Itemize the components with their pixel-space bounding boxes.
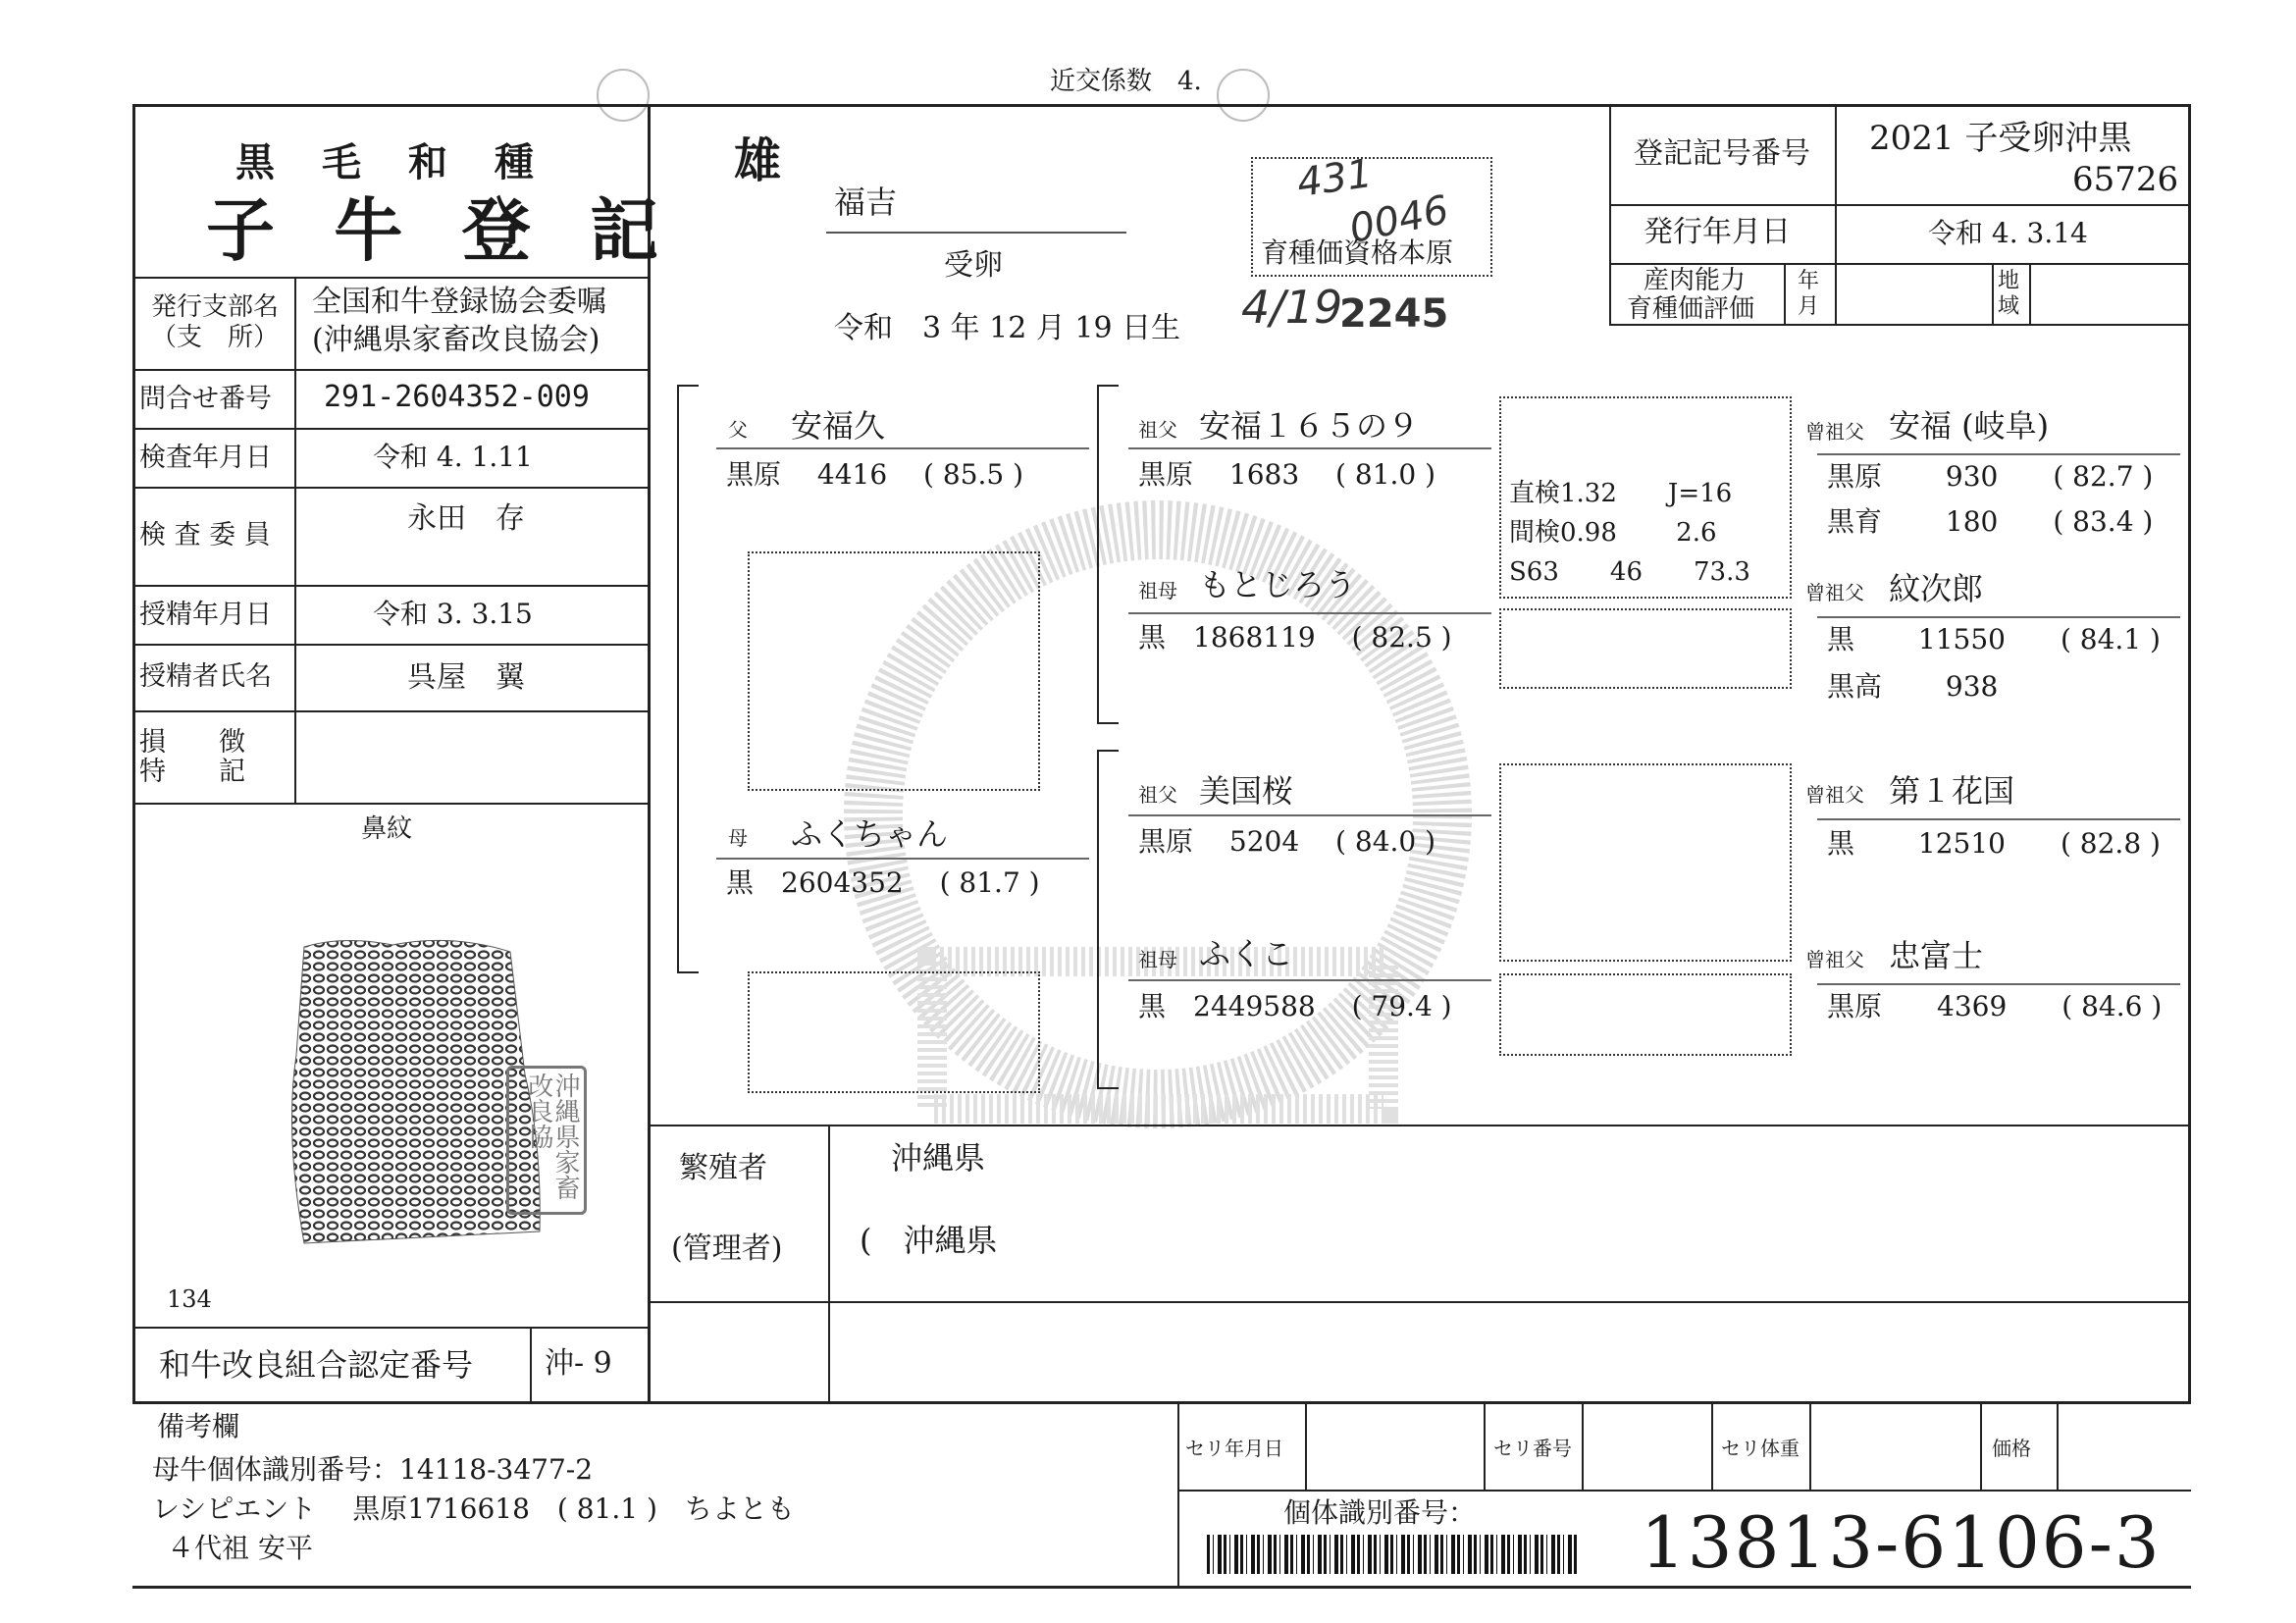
grandsire-2-box	[1499, 763, 1792, 962]
great-grandsire-3-reg-1: 黒 12510 ( 82.8 )	[1827, 827, 2161, 860]
stamp-number: 2245	[1339, 291, 1449, 337]
breeding-method: 受卵	[944, 248, 1003, 283]
branch-value: 全国和牛登録協会委嘱 (沖縄県家畜改良協会)	[312, 285, 606, 357]
great-grandsire-1-reg-2: 黒育 180 ( 83.4 )	[1827, 505, 2154, 538]
sex: 雄	[734, 133, 782, 188]
registration-label: 登記記号番号	[1634, 136, 1810, 171]
great-grandsire-4-role: 曾祖父	[1805, 948, 1864, 971]
breeder-value: 沖縄県	[891, 1139, 986, 1177]
notes-title: 備考欄	[157, 1410, 240, 1442]
great-grandsire-1-name: 安福 (岐阜)	[1889, 407, 2050, 445]
year-month-label: 年 月	[1798, 269, 1820, 320]
qualification-label: 育種価資格本原	[1261, 236, 1454, 269]
id-number-value: 13813-6106-3	[1641, 1501, 2162, 1584]
great-grandsire-2-name: 紋次郎	[1889, 570, 1984, 607]
inspection-date-value: 令和 4. 1.11	[373, 441, 533, 473]
nose-print-number: 134	[167, 1285, 212, 1313]
region-label: 地 域	[1998, 269, 2020, 320]
test-line-3: S63 46 73.3	[1509, 557, 1750, 587]
auction-date-label: セリ年月日	[1185, 1437, 1283, 1460]
issue-date-label: 発行年月日	[1644, 215, 1791, 249]
inseminator-value: 呉屋 翼	[407, 660, 525, 695]
granddam-2-name: ふくこ	[1199, 935, 1294, 972]
nose-print-label: 鼻紋	[361, 814, 413, 844]
calf-name: 福吉	[834, 183, 898, 221]
punch-hole	[597, 69, 650, 122]
notes-line-1: 母牛個体識別番号：14118-3477-2	[152, 1453, 594, 1486]
granddam-2-role: 祖母	[1138, 948, 1177, 971]
great-grandsire-1-role: 曾祖父	[1805, 420, 1864, 444]
great-grandsire-4-name: 忠富士	[1889, 937, 1984, 974]
handwritten-date: 4/19	[1241, 281, 1343, 334]
great-grandsire-3-role: 曾祖父	[1805, 783, 1864, 807]
grandsire-1-registration: 黒原 1683 ( 81.0 )	[1138, 458, 1436, 491]
mother-name: ふくちゃん	[791, 815, 949, 853]
insemination-date-value: 令和 3. 3.15	[373, 598, 533, 630]
barcode	[1207, 1535, 1580, 1574]
inspector-label: 検 査 委 員	[139, 520, 271, 550]
certification-value: 沖- 9	[545, 1346, 612, 1381]
grandsire-1-role: 祖父	[1138, 418, 1177, 442]
father-registration: 黒原 4416 ( 85.5 )	[726, 458, 1024, 491]
great-grandsire-1-reg-1: 黒原 930 ( 82.7 )	[1827, 460, 2154, 493]
great-grandsire-3-name: 第１花国	[1889, 772, 2015, 810]
breed-title: 黒 毛 和 種	[235, 139, 538, 185]
great-grandsire-2-reg-1: 黒 11550 ( 84.1 )	[1827, 623, 2161, 655]
manager-value: ( 沖縄県	[860, 1222, 998, 1259]
association-seal	[506, 1066, 587, 1215]
inseminator-label: 授精者氏名	[139, 661, 272, 692]
doc-title: 子 牛 登 記	[206, 189, 677, 271]
great-grandsire-2-reg-2: 黒高 938	[1827, 670, 1999, 703]
mother-photo-box	[748, 971, 1040, 1093]
inspection-date-label: 検査年月日	[139, 443, 272, 473]
granddam-1-registration: 黒 1868119 ( 82.5 )	[1138, 621, 1452, 654]
inquiry-label: 問合せ番号	[139, 384, 272, 414]
granddam-1-box	[1499, 608, 1792, 689]
notes-line-3: ４代祖 安平	[167, 1532, 313, 1564]
handwritten-code-2: 0046	[1345, 186, 1453, 253]
mother-registration: 黒 2604352 ( 81.7 )	[726, 866, 1040, 899]
price-label: 価格	[1992, 1437, 2031, 1460]
test-line-1: 直検1.32 J=16	[1509, 479, 1733, 508]
granddam-1-name: もとじろう	[1199, 566, 1357, 603]
inbreeding-coefficient: 近交係数 4.	[1050, 67, 1202, 96]
insemination-date-label: 授精年月日	[139, 600, 272, 630]
father-name: 安福久	[791, 407, 886, 445]
inspector-value: 永田 存	[407, 501, 525, 536]
inquiry-value: 291-2604352-009	[324, 380, 590, 414]
breeder-label: 繁殖者	[679, 1151, 767, 1185]
granddam-2-registration: 黒 2449588 ( 79.4 )	[1138, 990, 1452, 1022]
birth-date: 令和 3 年 12 月 19 日生	[834, 311, 1181, 345]
grandsire-1-name: 安福１６５の９	[1199, 407, 1420, 445]
registration-value-1: 2021 子受卵沖黒	[1869, 119, 2132, 158]
father-photo-box	[748, 551, 1040, 791]
test-line-2: 間検0.98 2.6	[1509, 518, 1717, 548]
id-number-label: 個体識別番号：	[1283, 1496, 1477, 1529]
granddam-2-box	[1499, 973, 1792, 1056]
father-role: 父	[728, 418, 748, 442]
notes-line-2: レシピエント 黒原1716618 ( 81.1 ) ちよとも	[152, 1492, 795, 1525]
branch-label: 発行支部名 （支 所）	[150, 292, 279, 353]
breeding-value-label: 育種価評価	[1627, 294, 1755, 324]
registration-value-2: 65726	[2072, 160, 2179, 199]
grandsire-2-name: 美国桜	[1199, 772, 1294, 810]
seal-text: 沖縄県家畜改良協	[523, 1073, 580, 1200]
mother-role: 母	[728, 826, 748, 850]
auction-number-label: セリ番号	[1493, 1437, 1572, 1460]
auction-weight-label: セリ体重	[1721, 1437, 1800, 1460]
grandsire-2-role: 祖父	[1138, 783, 1177, 807]
meat-ability-label: 産肉能力	[1644, 266, 1747, 295]
issue-date-value: 令和 4. 3.14	[1928, 217, 2088, 249]
certification-label: 和牛改良組合認定番号	[159, 1346, 474, 1384]
granddam-1-role: 祖母	[1138, 579, 1177, 602]
great-grandsire-4-reg-1: 黒原 4369 ( 84.6 )	[1827, 990, 2163, 1022]
great-grandsire-2-role: 曾祖父	[1805, 581, 1864, 604]
handwritten-code-1: 431	[1294, 150, 1376, 207]
manager-label: (管理者)	[671, 1231, 783, 1266]
punch-hole	[1217, 69, 1270, 122]
grandsire-2-registration: 黒原 5204 ( 84.0 )	[1138, 825, 1436, 858]
remarks-label: 損 徴 特 記	[139, 727, 245, 787]
